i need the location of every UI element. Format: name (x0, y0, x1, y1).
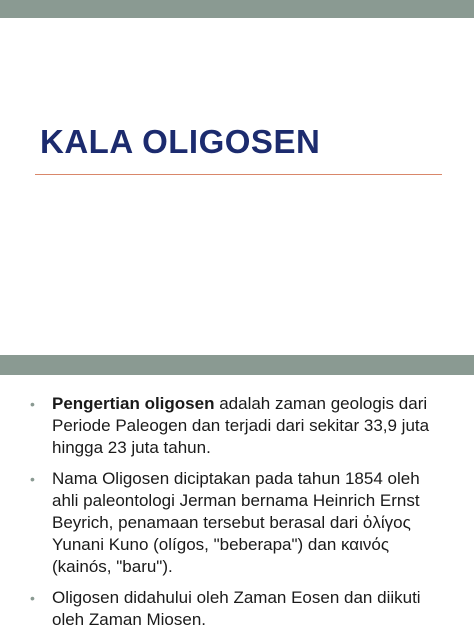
middle-band (0, 355, 474, 375)
bullet-bold-term: Pengertian oligosen (52, 394, 215, 413)
bullet-list (30, 393, 450, 640)
title-underline (35, 174, 442, 175)
bullet-item-naming (30, 468, 450, 578)
bullet-item-sequence (30, 587, 450, 631)
bullet-dot-icon: • (30, 396, 35, 412)
bullet-text: Oligosen didahului oleh Zaman Eosen dan diikuti oleh Zaman Miosen. (52, 588, 421, 629)
slide-title: KALA OLIGOSEN (40, 123, 321, 160)
bullet-text: Nama Oligosen diciptakan pada tahun 1854 oleh ahli paleontologi Jerman bernama Heinrich Ernst Beyrich, penamaan tersebut berasal dari ὀλίγος Yunani Kuno (olígos, "beberapa") dan καινός (kainós, "baru"). (52, 469, 420, 576)
bullet-text: adalah zaman geologis dari Periode Paleogen dan terjadi dari sekitar 33,9 juta hingga 23 juta tahun. (52, 394, 430, 457)
bullet-dot-icon: • (30, 590, 35, 606)
top-band (0, 0, 474, 18)
bullet-dot-icon: • (30, 471, 35, 487)
bullet-item-definition (30, 393, 450, 459)
